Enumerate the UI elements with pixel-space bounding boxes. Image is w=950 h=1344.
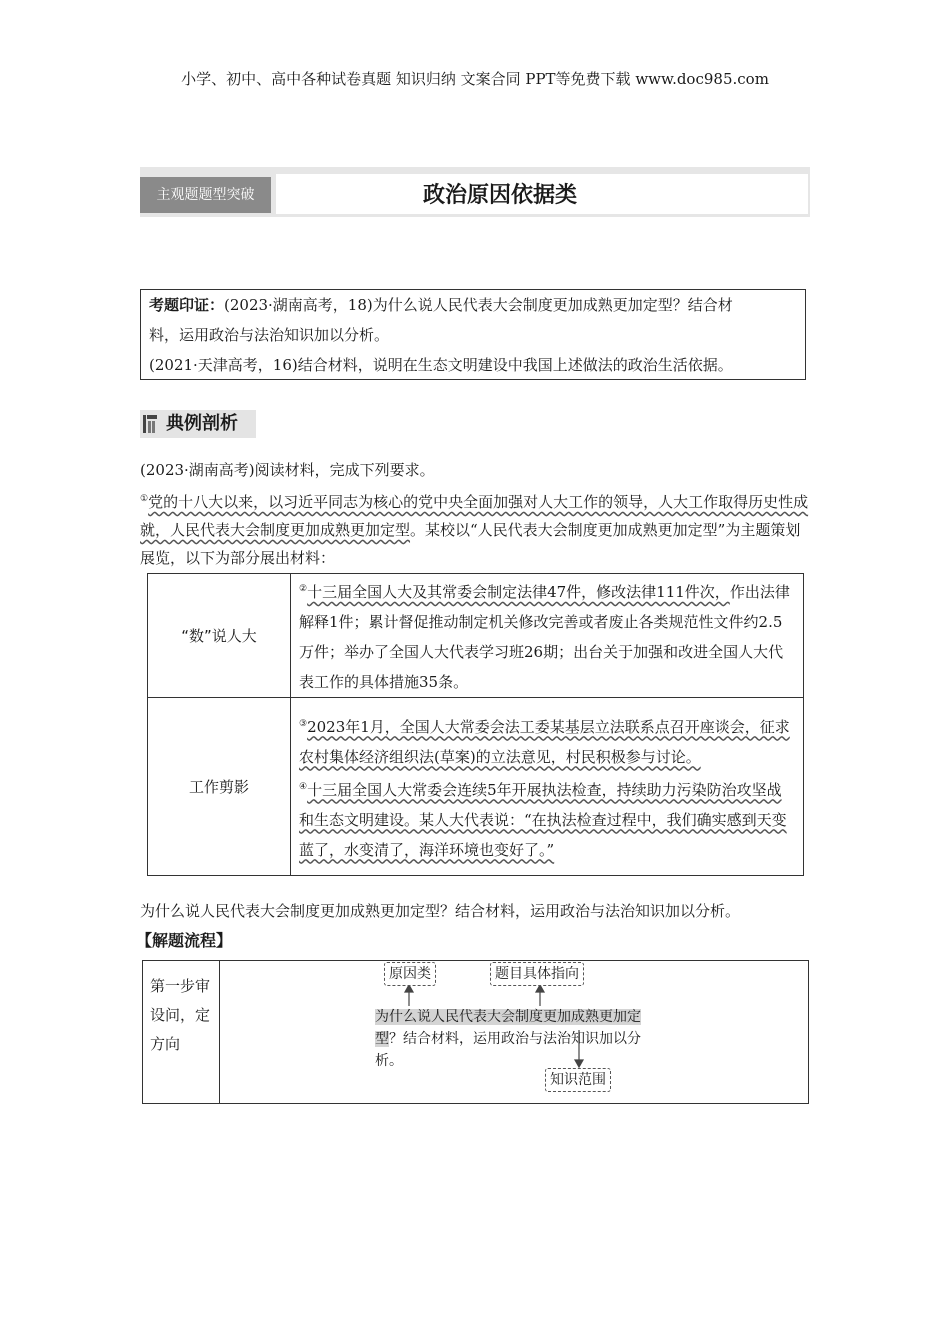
material-1-number: ① bbox=[140, 494, 149, 504]
exam-proof-line1: (2023·湖南高考，18)为什么说人民代表大会制度更加成熟更加定型？结合材 bbox=[224, 296, 733, 314]
row1-label: “数”说人大 bbox=[148, 574, 291, 698]
row2-para-1: 2023年1月，全国人大常委会法工委某基层立法联系点召开座谈会，征求农村集体经济组织法(草案)的立法意见，村民积极参与讨论。 bbox=[299, 717, 790, 766]
banner-tag: 主观题题型突破 bbox=[140, 177, 271, 213]
row1-number: ② bbox=[299, 584, 308, 594]
knowledge-scope-box: 知识范围 bbox=[545, 1068, 611, 1092]
row2-label: 工作剪影 bbox=[148, 698, 291, 876]
flow-heading: 【解题流程】 bbox=[136, 931, 233, 950]
section-title: 典例剖析 bbox=[166, 413, 238, 434]
material-1-rest: 。某校以“人民代表大会制度更加成熟更加定型”为主题策划展览，以下为部分展出材料： bbox=[140, 521, 801, 567]
flow-question-highlight: 为什么说人民代表大会制度更加成熟更加定型 bbox=[375, 1009, 641, 1047]
question-text: 为什么说人民代表大会制度更加成熟更加定型？结合材料，运用政治与法治知识加以分析。 bbox=[140, 902, 741, 920]
site-header: 小学、初中、高中各种试卷真题 知识归纳 文案合同 PPT等免费下载 www.doc985.com bbox=[181, 70, 769, 88]
material-source: (2023·湖南高考)阅读材料，完成下列要求。 bbox=[140, 461, 435, 479]
flow-question-rest: ？结合材料，运用政治与法治知识加以分析。 bbox=[375, 1031, 641, 1069]
exam-proof-label: 考题印证： bbox=[149, 296, 225, 314]
row2-number-1: ③ bbox=[299, 718, 308, 729]
step-label: 第一步审设问，定方向 bbox=[150, 977, 211, 1053]
exam-proof-line3: (2021·天津高考，16)结合材料，说明在生态文明建设中我国上述做法的政治生活依据。 bbox=[149, 356, 733, 374]
material-1-wavy: 党的十八大以来，以习近平同志为核心的党中央全面加强对人大工作的领导，人大工作取得历史性成就，人民代表大会制度更加成熟更加定型 bbox=[140, 493, 809, 539]
row2-number-2: ④ bbox=[299, 781, 308, 792]
cause-type-box: 原因类 bbox=[384, 962, 436, 986]
question-target-box: 题目具体指向 bbox=[490, 962, 584, 986]
page-title: 政治原因依据类 bbox=[422, 183, 577, 208]
exam-proof-line2: 料，运用政治与法治知识加以分析。 bbox=[149, 326, 390, 344]
row1-rest: 作出法律解释1件；累计督促推动制定机关修改完善或者废止各类规范性文件约2.5万件；举办了全国人大代表学习班26期；出台关于加强和改进全国人大代表工作的具体措施35条。 bbox=[299, 583, 790, 691]
row2-para-2: 十三届全国人大常委会连续5年开展执法检查，持续助力污染防治攻坚战和生态文明建设。某人大代表说：“在执法检查过程中，我们确实感到天变蓝了，水变清了，海洋环境也变好了。” bbox=[299, 780, 787, 859]
row1-wavy: 十三届全国人大及其常委会制定法律47件，修改法律111件次， bbox=[307, 583, 730, 601]
flow-question bbox=[375, 1006, 659, 1072]
